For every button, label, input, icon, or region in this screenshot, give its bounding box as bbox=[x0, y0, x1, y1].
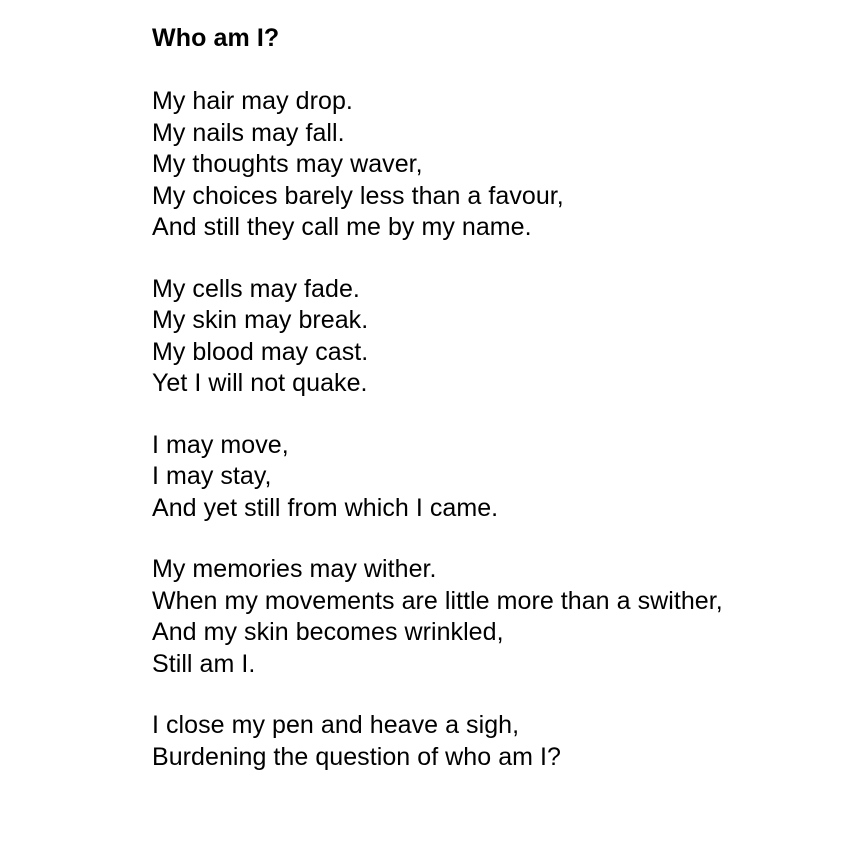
poem-line: My memories may wither. bbox=[152, 555, 437, 583]
poem-line: My choices barely less than a favour, bbox=[152, 181, 564, 210]
poem-line: And still they call me by my name. bbox=[152, 213, 532, 241]
poem-line: I may move, bbox=[152, 430, 289, 459]
poem-line: And yet still from which I came. bbox=[152, 493, 499, 522]
poem-line: Yet I will not quake. bbox=[152, 369, 368, 397]
stanza-3 bbox=[152, 430, 804, 525]
poem-line: And my skin becomes wrinkled, bbox=[152, 618, 504, 646]
poem-line: I may stay, bbox=[152, 462, 272, 490]
poem-line: My nails may fall. bbox=[152, 118, 345, 147]
poem-line: When my movements are little more than a swither, bbox=[152, 586, 723, 615]
poem-line: Burdening the question of who am I? bbox=[152, 742, 561, 771]
poem-line: My hair may drop. bbox=[152, 87, 353, 115]
poem-line: My blood may cast. bbox=[152, 337, 369, 366]
poem-line: Still am I. bbox=[152, 649, 256, 678]
stanza-1 bbox=[152, 86, 804, 244]
stanza-2 bbox=[152, 274, 804, 400]
stanza-4 bbox=[152, 554, 804, 680]
stanza-5 bbox=[152, 710, 804, 773]
page-title: Who am I? bbox=[152, 24, 280, 52]
poem-line: My skin may break. bbox=[152, 306, 369, 334]
poem-line: My thoughts may waver, bbox=[152, 150, 423, 178]
poem-line: I close my pen and heave a sigh, bbox=[152, 711, 520, 739]
poem-line: My cells may fade. bbox=[152, 274, 360, 303]
